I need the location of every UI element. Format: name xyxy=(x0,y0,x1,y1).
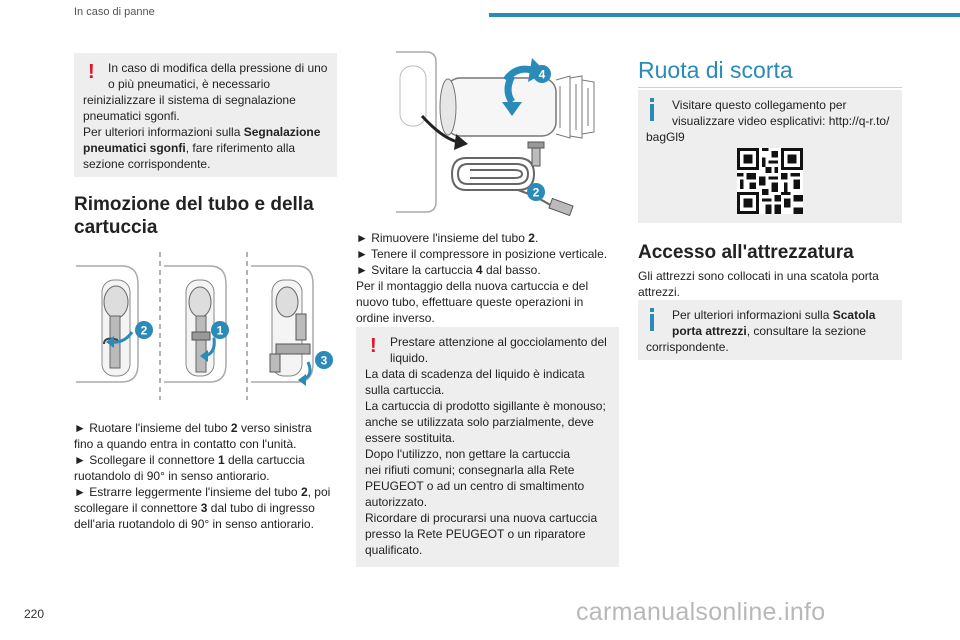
cartridge-unscrew-illustration xyxy=(356,46,620,224)
warning-exclamation-icon: ! xyxy=(88,61,95,83)
watermark: carmanualsonline.info xyxy=(576,598,826,626)
info-icon-2 xyxy=(650,314,654,331)
warning-exclamation-icon-2: ! xyxy=(370,335,377,357)
callout-1: 1 xyxy=(216,323,224,338)
callout-3: 3 xyxy=(320,353,328,368)
header-accent-bar xyxy=(489,13,960,17)
callout-2: 2 xyxy=(140,323,148,338)
section-title-removal: Rimozione del tubo e della cartuccia xyxy=(74,194,314,238)
callout-4: 4 xyxy=(538,67,546,82)
callout-2b: 2 xyxy=(532,185,540,200)
warning-box-sealant: ! Prestare attenzione al gocciolamento del liquido. La data di scadenza del liquido è indicata sulla cartuccia. La cartuccia di prodotto sigillante è monouso; anche se utilizzata solo parzialmente, deve essere sostituita. Dopo l'utilizzo, non gettare la cartuccia nei rifiuti comuni; consegnarla alla Rete PEUGEOT o ad un centro di smaltimento autorizzato. Ricordare di procurarsi una nuova cartuccia presso la Rete PEUGEOT o un riparatore qualificato. xyxy=(356,327,619,567)
removal-steps: ► Ruotare l'insieme del tubo 2 verso sinistra fino a quando entra in contatto con l'unità. ► Scollegare il connettore 1 della cartuccia ruotandolo di 90° in senso antiorario. ► Estrarre leggermente l'insieme del tubo 2, poi scollegare il connettore 3 dal tubo di ingresso dell'aria ruotandolo di 90° in senso antiorario. xyxy=(74,421,331,531)
middle-steps: ► Rimuovere l'insieme del tubo 2. ► Tenere il compressore in posizione verticale. ► Svitare la cartuccia 4 dal basso. Per il montaggio della nuova cartuccia e del nuovo tubo, effettuare queste operazioni in ordine inverso. xyxy=(356,231,608,325)
title-divider xyxy=(638,87,902,88)
section-title-spare-wheel: Ruota di scorta xyxy=(638,57,793,83)
info-box-video: Visitare questo collegamento per visualizzare video esplicativi: http://q-r.to/ bagGl9 xyxy=(638,90,902,223)
running-header: In caso di panne xyxy=(74,6,155,18)
qr-code-icon xyxy=(737,148,803,214)
page-number: 220 xyxy=(24,607,45,621)
info-icon xyxy=(650,104,654,121)
info-box-toolbox: Per ulteriori informazioni sulla Scatola porta attrezzi, consultare la sezione corrispondente. xyxy=(638,300,902,360)
warning-box-tire-pressure: ! In caso di modifica della pressione di uno o più pneumatici, è necessario reinizializzare il sistema di segnalazione pneumatici sgonfi. Per ulteriori informazioni sulla Segnalazione pneumatici sgonfi, fare riferimento alla sezione corrispondente. xyxy=(74,53,337,177)
section-title-tools-access: Accesso all'attrezzatura xyxy=(638,242,854,263)
tools-access-text: Gli attrezzi sono collocati in una scatola porta attrezzi. xyxy=(638,269,879,299)
hose-cartridge-removal-illustration xyxy=(74,244,338,404)
